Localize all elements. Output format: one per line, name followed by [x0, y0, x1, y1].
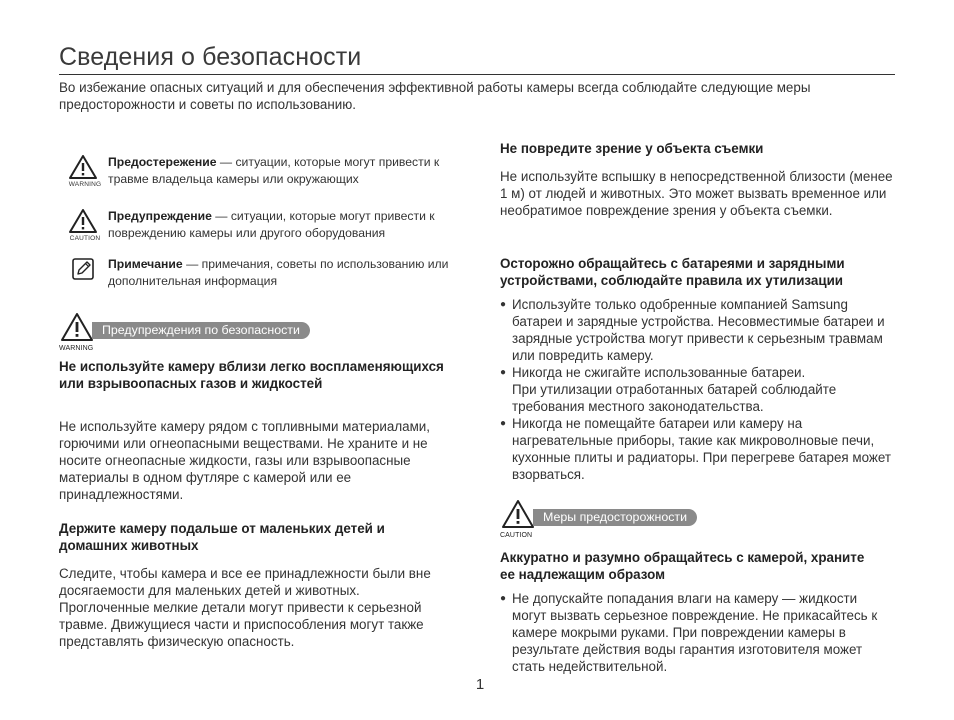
- section-body-eyesight: Не используйте вспышку в непосредственной близости (менее 1 м) от людей и животных. Это может вызвать временное или необратимое повреждение зрения у объекта съемки.: [500, 169, 893, 218]
- bullet-text: ● Не допускайте попадания влаги на камеру — жидкости могут вызвать серьезное повреждение. Не прикасайтесь к камере мокрыми руками. При повреждении камеры в результате действия воды гарантия изготовителя может стать недействительной.: [512, 591, 878, 674]
- battery-bullet-list: [500, 296, 892, 483]
- section-heading-children: Держите камеру подальше от маленьких детей и домашних животных: [59, 521, 385, 553]
- legend-desc-warning: — ситуации, которые могут привести к травме владельца камеры или окружающих: [108, 155, 440, 186]
- section-heading-batteries: Осторожно обращайтесь с батареями и зарядными устройствами, соблюдайте правила их утилизации: [500, 256, 845, 288]
- caution-caption: CAUTION: [69, 235, 101, 242]
- bullet-text: ● Никогда не помещайте батареи или камеру на нагревательные приборы, такие как микроволновые печи, кухонные плиты и радиаторы. При перегреве батарея может взорваться.: [512, 416, 891, 482]
- bullet-text: ● Никогда не сжигайте использованные батареи.: [512, 365, 806, 380]
- legend-term-caution: Предупреждение: [108, 209, 212, 223]
- section-heading-flammable: Не используйте камеру вблизи легко воспламеняющихся или взрывоопасных газов и жидкостей: [59, 359, 444, 391]
- banner-label: Предупреждения по безопасности: [92, 322, 310, 339]
- page-number: 1: [475, 676, 485, 693]
- section-body-children: Следите, чтобы камера и все ее принадлежности были вне досягаемости для маленьких детей и животных. Проглоченные мелкие детали могут привести к серьезной травме. Движущиеся части и приспособления могут также представлять физическую опасность.: [59, 566, 431, 649]
- legend-term-warning: Предостережение: [108, 155, 217, 169]
- banner-caution-icon: [500, 499, 536, 531]
- list-item: [500, 590, 892, 675]
- legend-text-caution: [108, 208, 453, 242]
- bullet-text: ● Используйте только одобренные компанией Samsung батареи и зарядные устройства. Несовместимые батареи и зарядные устройства могут привести к серьезным травмам или повредить камеру.: [512, 297, 885, 363]
- warning-banner: [59, 312, 359, 352]
- legend-desc-note: — примечания, советы по использованию или дополнительная информация: [108, 257, 449, 288]
- banner-caption: CAUTION: [500, 532, 533, 539]
- page-title: Сведения о безопасности: [59, 43, 362, 71]
- legend-text-note: [108, 256, 453, 290]
- list-item: [500, 415, 892, 483]
- warning-caption: WARNING: [68, 181, 102, 188]
- legend-text-warning: [108, 154, 453, 188]
- title-divider: [59, 74, 895, 75]
- legend-term-note: Примечание: [108, 257, 183, 271]
- legend-desc-caution: — ситуации, которые могут привести к повреждению камеры или другого оборудования: [108, 209, 435, 240]
- list-item: [500, 296, 892, 364]
- banner-caption: WARNING: [59, 345, 94, 352]
- banner-label: Меры предосторожности: [533, 509, 697, 526]
- note-pencil-icon: [67, 256, 99, 288]
- banner-warning-icon: [59, 312, 95, 344]
- list-item: [500, 364, 892, 415]
- caution-banner: [500, 499, 750, 539]
- handling-bullet-list: [500, 590, 892, 675]
- section-body-flammable: Не используйте камеру рядом с топливными материалами, горючими или огнеопасными веществами. Не храните и не носите огнеопасные жидкости, газы или взрывоопасные материалы в одном футляре с камерой или ее принадлежностями.: [59, 419, 430, 502]
- section-heading-handling: Аккуратно и разумно обращайтесь с камерой, храните ее надлежащим образом: [500, 550, 865, 582]
- section-heading-eyesight: Не повредите зрение у объекта съемки: [500, 141, 764, 156]
- intro-paragraph: Во избежание опасных ситуаций и для обеспечения эффективной работы камеры всегда соблюдайте следующие меры предосторожности и советы по использованию.: [59, 80, 811, 112]
- bullet-subtext: При утилизации отработанных батарей соблюдайте требования местного законодательства.: [512, 382, 837, 414]
